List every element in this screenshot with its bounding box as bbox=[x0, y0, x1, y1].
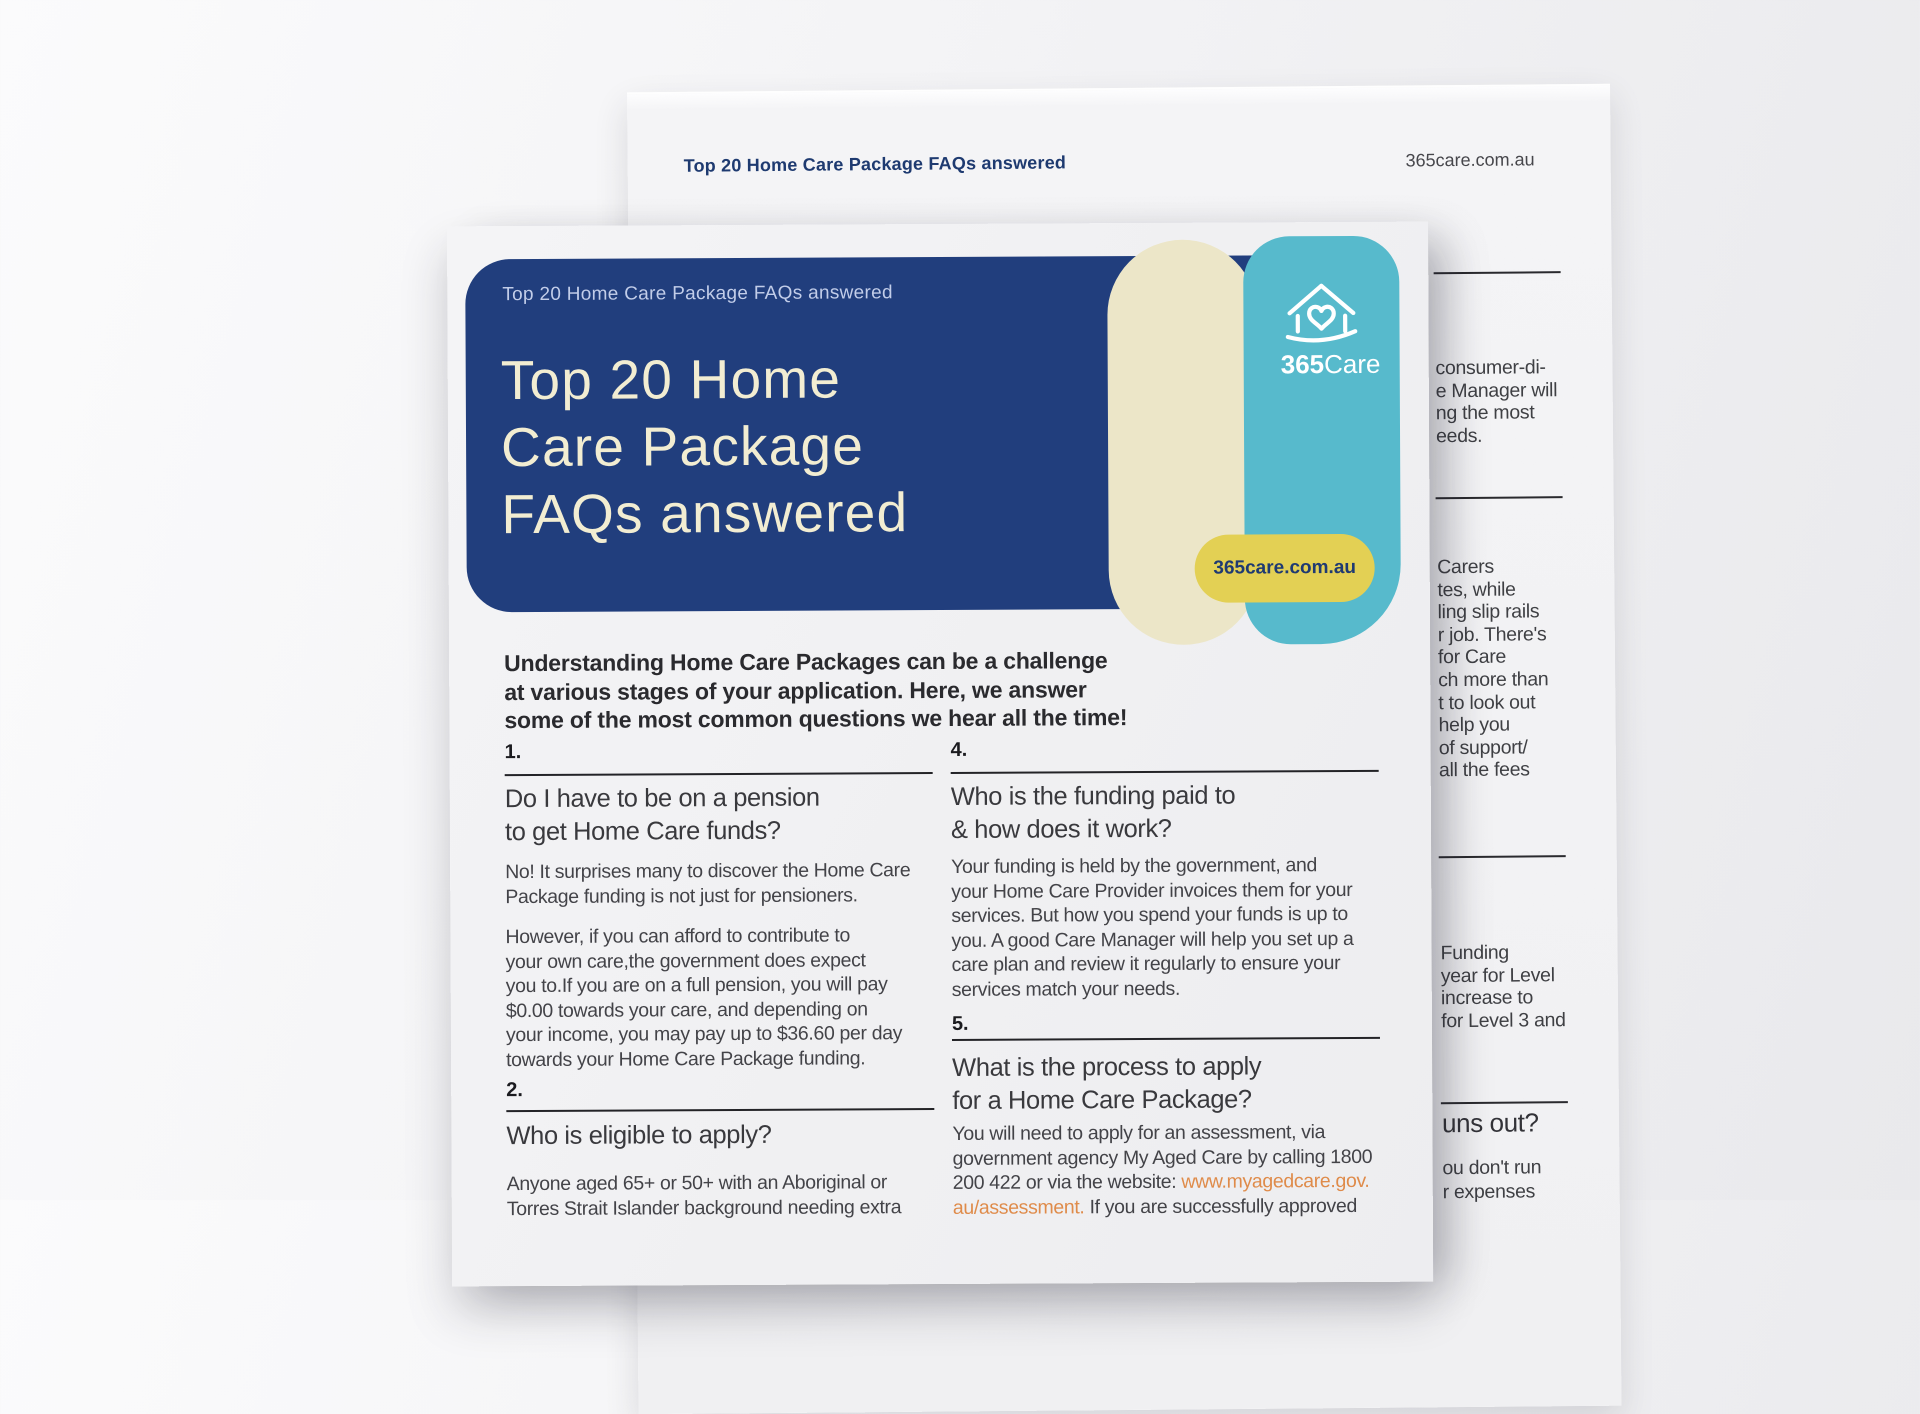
back-page-text-fragment: Carers tes, while ling slip rails r job. There's for Care ch more than t to look out help you of support/ all the fees bbox=[1437, 555, 1549, 782]
website-badge: 365care.com.au bbox=[1195, 534, 1375, 603]
divider bbox=[506, 1108, 934, 1112]
faq1-answer-paragraph: No! It surprises many to discover the Home Care Package funding is not just for pensioners. bbox=[505, 859, 911, 908]
faq2-number: 2. bbox=[506, 1079, 523, 1102]
divider bbox=[1434, 271, 1561, 274]
faq2-question: Who is eligible to apply? bbox=[506, 1120, 772, 1151]
divider bbox=[951, 770, 1379, 774]
header-eyebrow: Top 20 Home Care Package FAQs answered bbox=[502, 282, 893, 306]
divider bbox=[1436, 496, 1563, 499]
faq4-question: Who is the funding paid to & how does it work? bbox=[950, 781, 1236, 844]
logo-wordmark bbox=[1280, 348, 1381, 380]
page-title: Top 20 Home Care Package FAQs answered bbox=[500, 347, 909, 546]
front-page-sheet bbox=[447, 222, 1433, 1287]
365care-logo bbox=[1280, 278, 1381, 380]
faq5-answer-text: If you are successfully approved bbox=[1084, 1194, 1357, 1218]
back-page-text-fragment: ou don't run r expenses bbox=[1442, 1156, 1542, 1203]
divider bbox=[505, 772, 933, 776]
logo-text-care: Care bbox=[1324, 348, 1381, 380]
faq5-number: 5. bbox=[951, 1012, 969, 1035]
back-page-question-fragment: uns out? bbox=[1441, 1107, 1539, 1139]
divider bbox=[1439, 855, 1566, 858]
intro-paragraph: Understanding Home Care Packages can be a challenge at various stages of your application. Here, we answer some of the most common questions we hear all the time! bbox=[504, 647, 1128, 734]
faq5-answer-paragraph bbox=[952, 1120, 1384, 1220]
faq4-answer-paragraph: Your funding is held by the government, and your Home Care Provider invoices them for your services. But how you spend your funds is up to you. A good Care Manager will help you set up a care plan and review it regularly to ensure your services match your needs. bbox=[951, 854, 1354, 1001]
divider bbox=[952, 1037, 1380, 1041]
back-page-text-fragment: Funding year for Level increase to for Level 3 and bbox=[1440, 941, 1566, 1032]
back-page-header-site: 365care.com.au bbox=[1405, 149, 1535, 171]
faq5-question: What is the process to apply for a Home Care Package? bbox=[952, 1052, 1262, 1115]
faq1-question: Do I have to be on a pension to get Home Care funds? bbox=[504, 783, 820, 846]
house-heart-icon bbox=[1280, 278, 1362, 348]
divider bbox=[1441, 1101, 1568, 1104]
faq1-number: 1. bbox=[504, 741, 522, 764]
faq4-number: 4. bbox=[950, 738, 968, 761]
faq5-answer-text: You will need to apply for an assessment, via government agency My Aged Care by calling 1800 200 422 or via the website: bbox=[952, 1121, 1373, 1194]
back-page-header-title: Top 20 Home Care Package FAQs answered bbox=[683, 152, 1067, 176]
back-page-text-fragment: consumer-di- e Manager will ng the most eeds. bbox=[1435, 356, 1558, 448]
myagedcare-link: www.myagedcare.gov. au/assessment. bbox=[952, 1169, 1370, 1219]
faq1-answer-paragraph: However, if you can afford to contribute to your own care,the government does expect you to.If you are on a full pension, you will pay $0.00 towards your care, and depending on your income, you may pay up to $36.60 per day towards your Home Care Package funding. bbox=[505, 924, 903, 1071]
logo-text-365: 365 bbox=[1280, 349, 1325, 380]
faq2-answer-paragraph: Anyone aged 65+ or 50+ with an Aboriginal or Torres Strait Islander background needing extra bbox=[506, 1171, 902, 1220]
